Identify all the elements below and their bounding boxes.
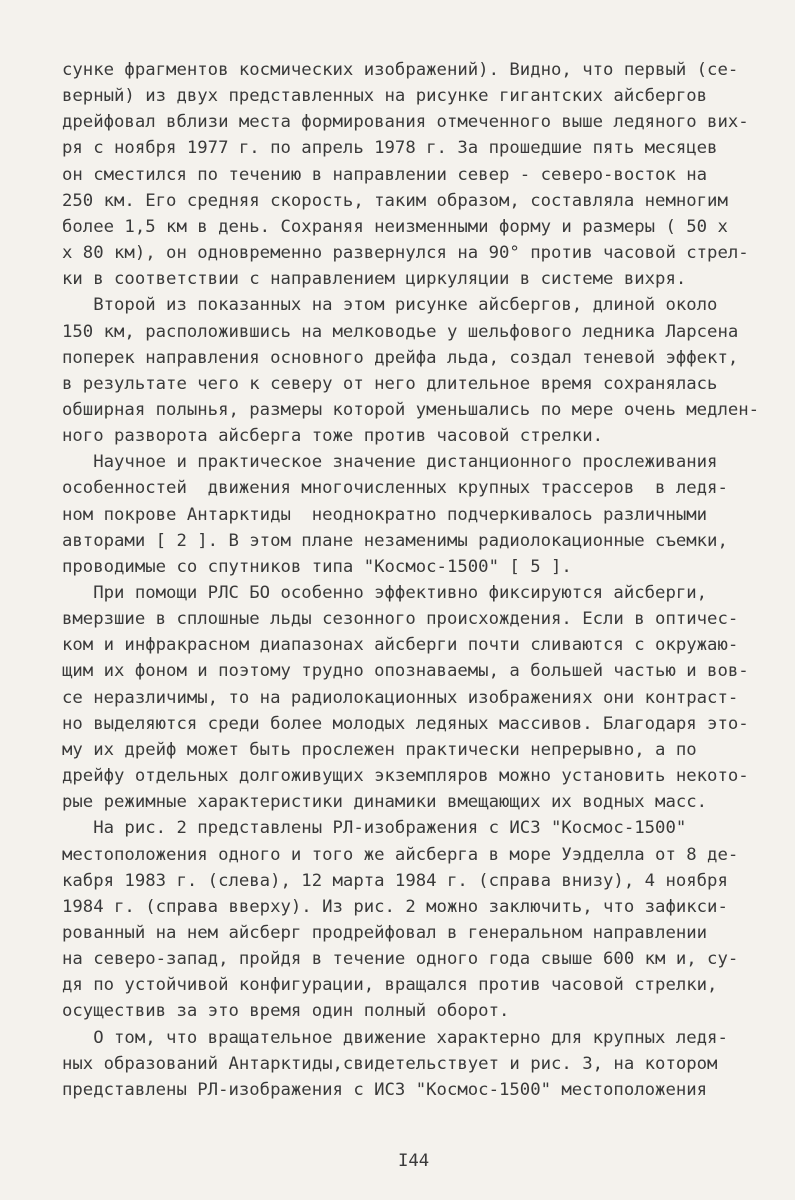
text-line: проводимые со спутников типа "Космос-1500" [ 5 ]. <box>62 556 572 577</box>
text-line: обширная полынья, размеры которой уменьшались по мере очень медлен- <box>62 399 760 420</box>
text-line: более 1,5 км в день. Сохраняя неизменными форму и размеры ( 50 х <box>62 216 728 237</box>
text-line: ря с ноября 1977 г. по апрель 1978 г. За прошедшие пять месяцев <box>62 138 718 159</box>
text-line: ком и инфракрасном диапазонах айсберги почти сливаются с окружаю- <box>62 635 739 656</box>
text-line: верный) из двух представленных на рисунке гигантских айсбергов <box>62 86 708 107</box>
text-line: рые режимные характеристики динамики вмещающих их водных масс. <box>62 792 708 813</box>
text-line: дрейфовал вблизи места формирования отмеченного выше ледяного вих- <box>62 112 749 133</box>
text-line: рованный на нем айсберг продрейфовал в генеральном направлении <box>62 922 708 943</box>
text-line: 150 км, расположившись на мелководье у шельфового ледника Ларсена <box>62 321 739 342</box>
text-line: 250 км. Его средняя скорость, таким образом, составляла немногим <box>62 190 728 211</box>
text-line: На рис. 2 представлены РЛ-изображения с ИСЗ "Космос-1500" <box>62 818 687 839</box>
text-line: щим их фоном и поэтому трудно опознаваемы, а большей частью и вов- <box>62 661 749 682</box>
text-line: х 80 км), он одновременно развернулся на 90° против часовой стрел- <box>62 243 749 264</box>
page-number: I44 <box>398 1151 430 1171</box>
text-line: ном покрове Антарктиды неоднократно подчеркивалось различными <box>62 504 708 525</box>
text-line: особенностей движения многочисленных крупных трассеров в ледя- <box>62 478 728 499</box>
text-line: кабря 1983 г. (слева), 12 марта 1984 г. (справа внизу), 4 ноября <box>62 870 728 891</box>
text-line: 1984 г. (справа вверху). Из рис. 2 можно заключить, что зафикси- <box>62 896 728 917</box>
text-line: ных образований Антарктиды,свидетельствует и рис. 3, на котором <box>62 1053 718 1074</box>
text-line: вмерзшие в сплошные льды сезонного происхождения. Если в оптичес- <box>62 609 739 630</box>
text-line: О том, что вращательное движение характерно для крупных ледя- <box>62 1027 728 1048</box>
text-line: дя по устойчивой конфигурации, вращался против часовой стрелки, <box>62 975 718 996</box>
text-line: представлены РЛ-изображения с ИСЗ "Космос-1500" местоположения <box>62 1079 708 1100</box>
text-line: местоположения одного и того же айсберга в море Уэдделла от 8 де- <box>62 844 739 865</box>
text-line: Научное и практическое значение дистанционного прослеживания <box>62 452 718 473</box>
text-line: се неразличимы, то на радиолокационных изображениях они контраст- <box>62 687 739 708</box>
text-line: дрейфу отдельных долгоживущих экземпляров можно установить некото- <box>62 766 749 787</box>
text-line: му их дрейф может быть прослежен практически непрерывно, а по <box>62 739 697 760</box>
text-line: ного разворота айсберга тоже против часовой стрелки. <box>62 426 604 447</box>
text-line: осуществив за это время один полный оборот. <box>62 1001 510 1022</box>
text-line: ки в соответствии с направлением циркуляции в системе вихря. <box>62 269 687 290</box>
text-line: авторами [ 2 ]. В этом плане незаменимы радиолокационные съемки, <box>62 530 728 551</box>
text-line: в результате чего к северу от него длительное время сохранялась <box>62 373 718 394</box>
text-line: на северо-запад, пройдя в течение одного года свыше 600 км и, су- <box>62 949 739 970</box>
text-line: При помощи РЛС БО особенно эффективно фиксируются айсберги, <box>62 583 708 603</box>
text-line: но выделяются среди более молодых ледяных массивов. Благодаря это- <box>62 713 749 734</box>
text-line: поперек направления основного дрейфа льда, создал теневой эффект, <box>62 347 739 368</box>
text-line: Второй из показанных на этом рисунке айсбергов, длиной около <box>62 295 718 316</box>
text-line: он сместился по течению в направлении север - северо-восток на <box>62 164 708 185</box>
text-line: сунке фрагментов космических изображений). Видно, что первый (се- <box>62 60 739 80</box>
